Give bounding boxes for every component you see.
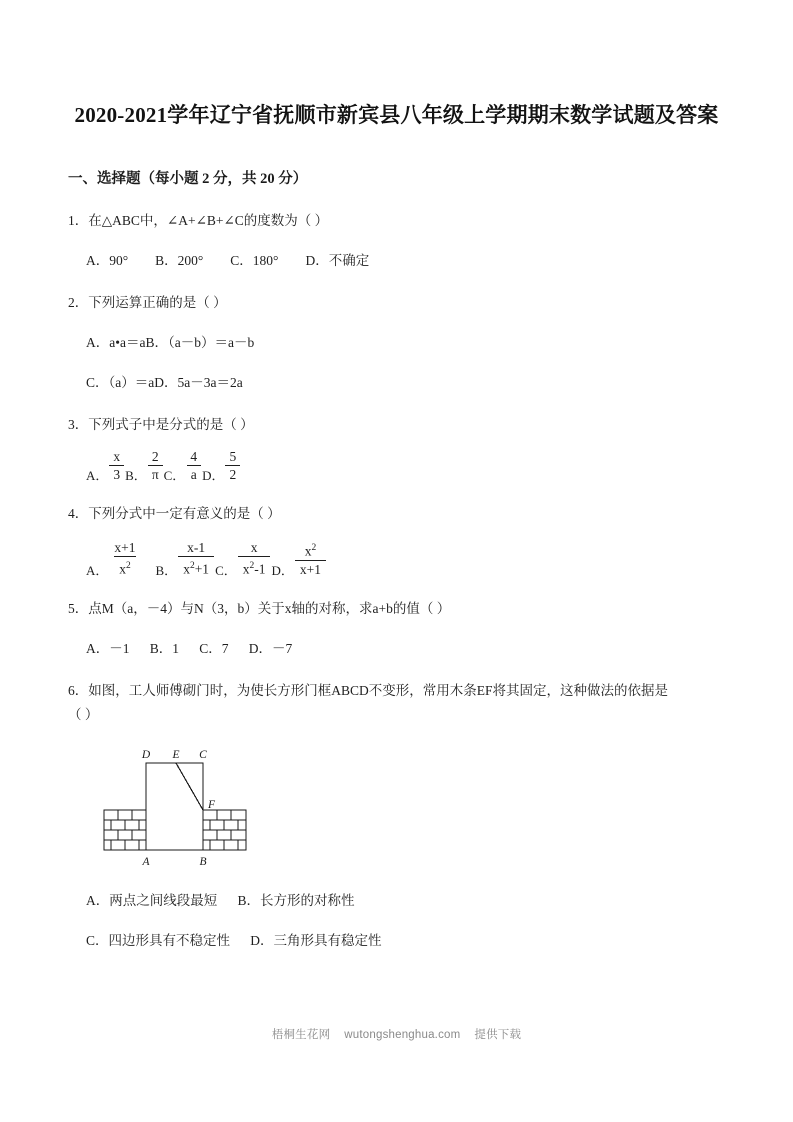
doorframe-diagram: [98, 738, 258, 878]
option-label-c: C．: [215, 562, 237, 578]
fraction-numerator: 4: [190, 449, 198, 464]
question-6-figure-wrap: [68, 726, 725, 878]
fraction-option-d: [295, 541, 326, 578]
vertex-label-f: F: [208, 798, 216, 811]
option-label-d: D．: [271, 562, 294, 578]
vertex-label-b: B: [199, 855, 207, 868]
fraction-numerator: x: [113, 449, 121, 464]
option-label-a: A．: [86, 562, 109, 578]
fraction-denominator: $x^2+1$: [178, 556, 214, 578]
fraction-denominator: $x^2$: [114, 556, 136, 578]
fraction-denominator: 3: [109, 465, 124, 483]
vertex-label-e: E: [172, 748, 180, 761]
option-label-c: C．: [163, 468, 186, 483]
fraction-denominator: x+1: [295, 560, 326, 578]
question-3-stem: 3．下列式子中是分式的是（ ）: [68, 417, 254, 432]
question-2: [68, 272, 725, 394]
fraction-option-a: [109, 541, 140, 578]
footer-watermark: [0, 1026, 793, 1042]
fraction-option-d: [225, 450, 240, 483]
question-6-options-row-1: A．两点之间线段最短 B．长方形的对称性: [86, 892, 355, 908]
question-6-stem-line-2: （ ）: [68, 706, 99, 722]
question-2-options-row-1: A．a•a＝aB．（a－b）＝a－b: [86, 335, 255, 350]
page-title: 2020-2021学年辽宁省抚顺市新宾县八年级上学期期末数学试题及答案: [74, 103, 719, 127]
brace-ef: [176, 763, 203, 810]
question-4-options: [68, 525, 725, 578]
section-heading: 一、选择题（每小题 2 分，共 20 分）: [68, 171, 308, 187]
question-5-stem: 5．点M（a，－4）与N（3，b）关于x轴的对称，求a+b的值（ ）: [68, 600, 451, 616]
door-frame-rectangle: [146, 763, 203, 850]
question-2-stem: 2．下列运算正确的是（ ）: [68, 295, 227, 310]
question-1-options: A．90° B．200° C．180° D．不确定: [86, 253, 370, 268]
fraction-denominator: π: [148, 465, 163, 483]
option-label-a: A．: [86, 468, 109, 483]
fraction-denominator: 2: [225, 465, 240, 483]
footer-site-url: wutongshenghua.com: [344, 1029, 461, 1041]
fraction-option-b: [178, 541, 214, 578]
fraction-option-c: [186, 450, 201, 483]
question-5: [68, 578, 725, 660]
question-3-options: [68, 436, 725, 483]
fraction-option-a: [109, 450, 124, 483]
question-1-stem: 1．在△ABC中，∠A+∠B+∠C的度数为（ ）: [68, 213, 329, 228]
option-label-b: B．: [125, 468, 147, 483]
fraction-option-b: [148, 450, 163, 483]
question-4-stem: 4．下列分式中一定有意义的是（ ）: [68, 506, 281, 521]
fraction-option-c: [238, 541, 271, 578]
question-5-options: A．－1 B．1 C．7 D．－7: [86, 640, 293, 656]
question-4: [68, 483, 725, 578]
fraction-numerator: x: [250, 540, 258, 555]
footer-action: 提供下载: [474, 1029, 522, 1041]
question-2-options-row-2: C．（a）＝aD．5a－3a＝2a: [86, 375, 243, 390]
question-6-options-row-2: C．四边形具有不稳定性 D．三角形具有稳定性: [86, 932, 382, 948]
fraction-numerator: 2: [151, 449, 159, 464]
question-6-stem-line-1: 6．如图，工人师傅砌门时，为使长方形门框ABCD不变形，常用木条EF将其固定，这种做法的依据是: [68, 682, 669, 698]
option-label-b: B．: [155, 562, 178, 578]
question-3: [68, 394, 725, 483]
fraction-numerator: $x^2$: [304, 543, 317, 559]
vertex-label-c: C: [199, 748, 207, 761]
doorframe-svg: [98, 738, 258, 878]
footer-site-name: 梧桐生花网: [271, 1029, 331, 1041]
question-1: [68, 190, 725, 272]
fraction-numerator: x+1: [114, 540, 136, 555]
fraction-denominator: $x^2-1$: [238, 556, 271, 578]
fraction-denominator: a: [187, 465, 201, 483]
fraction-numerator: 5: [229, 449, 237, 464]
vertex-label-a: A: [142, 855, 150, 868]
question-6: [68, 660, 725, 952]
option-label-d: D．: [202, 468, 225, 483]
vertex-label-d: D: [141, 748, 151, 761]
fraction-numerator: x-1: [187, 540, 206, 555]
